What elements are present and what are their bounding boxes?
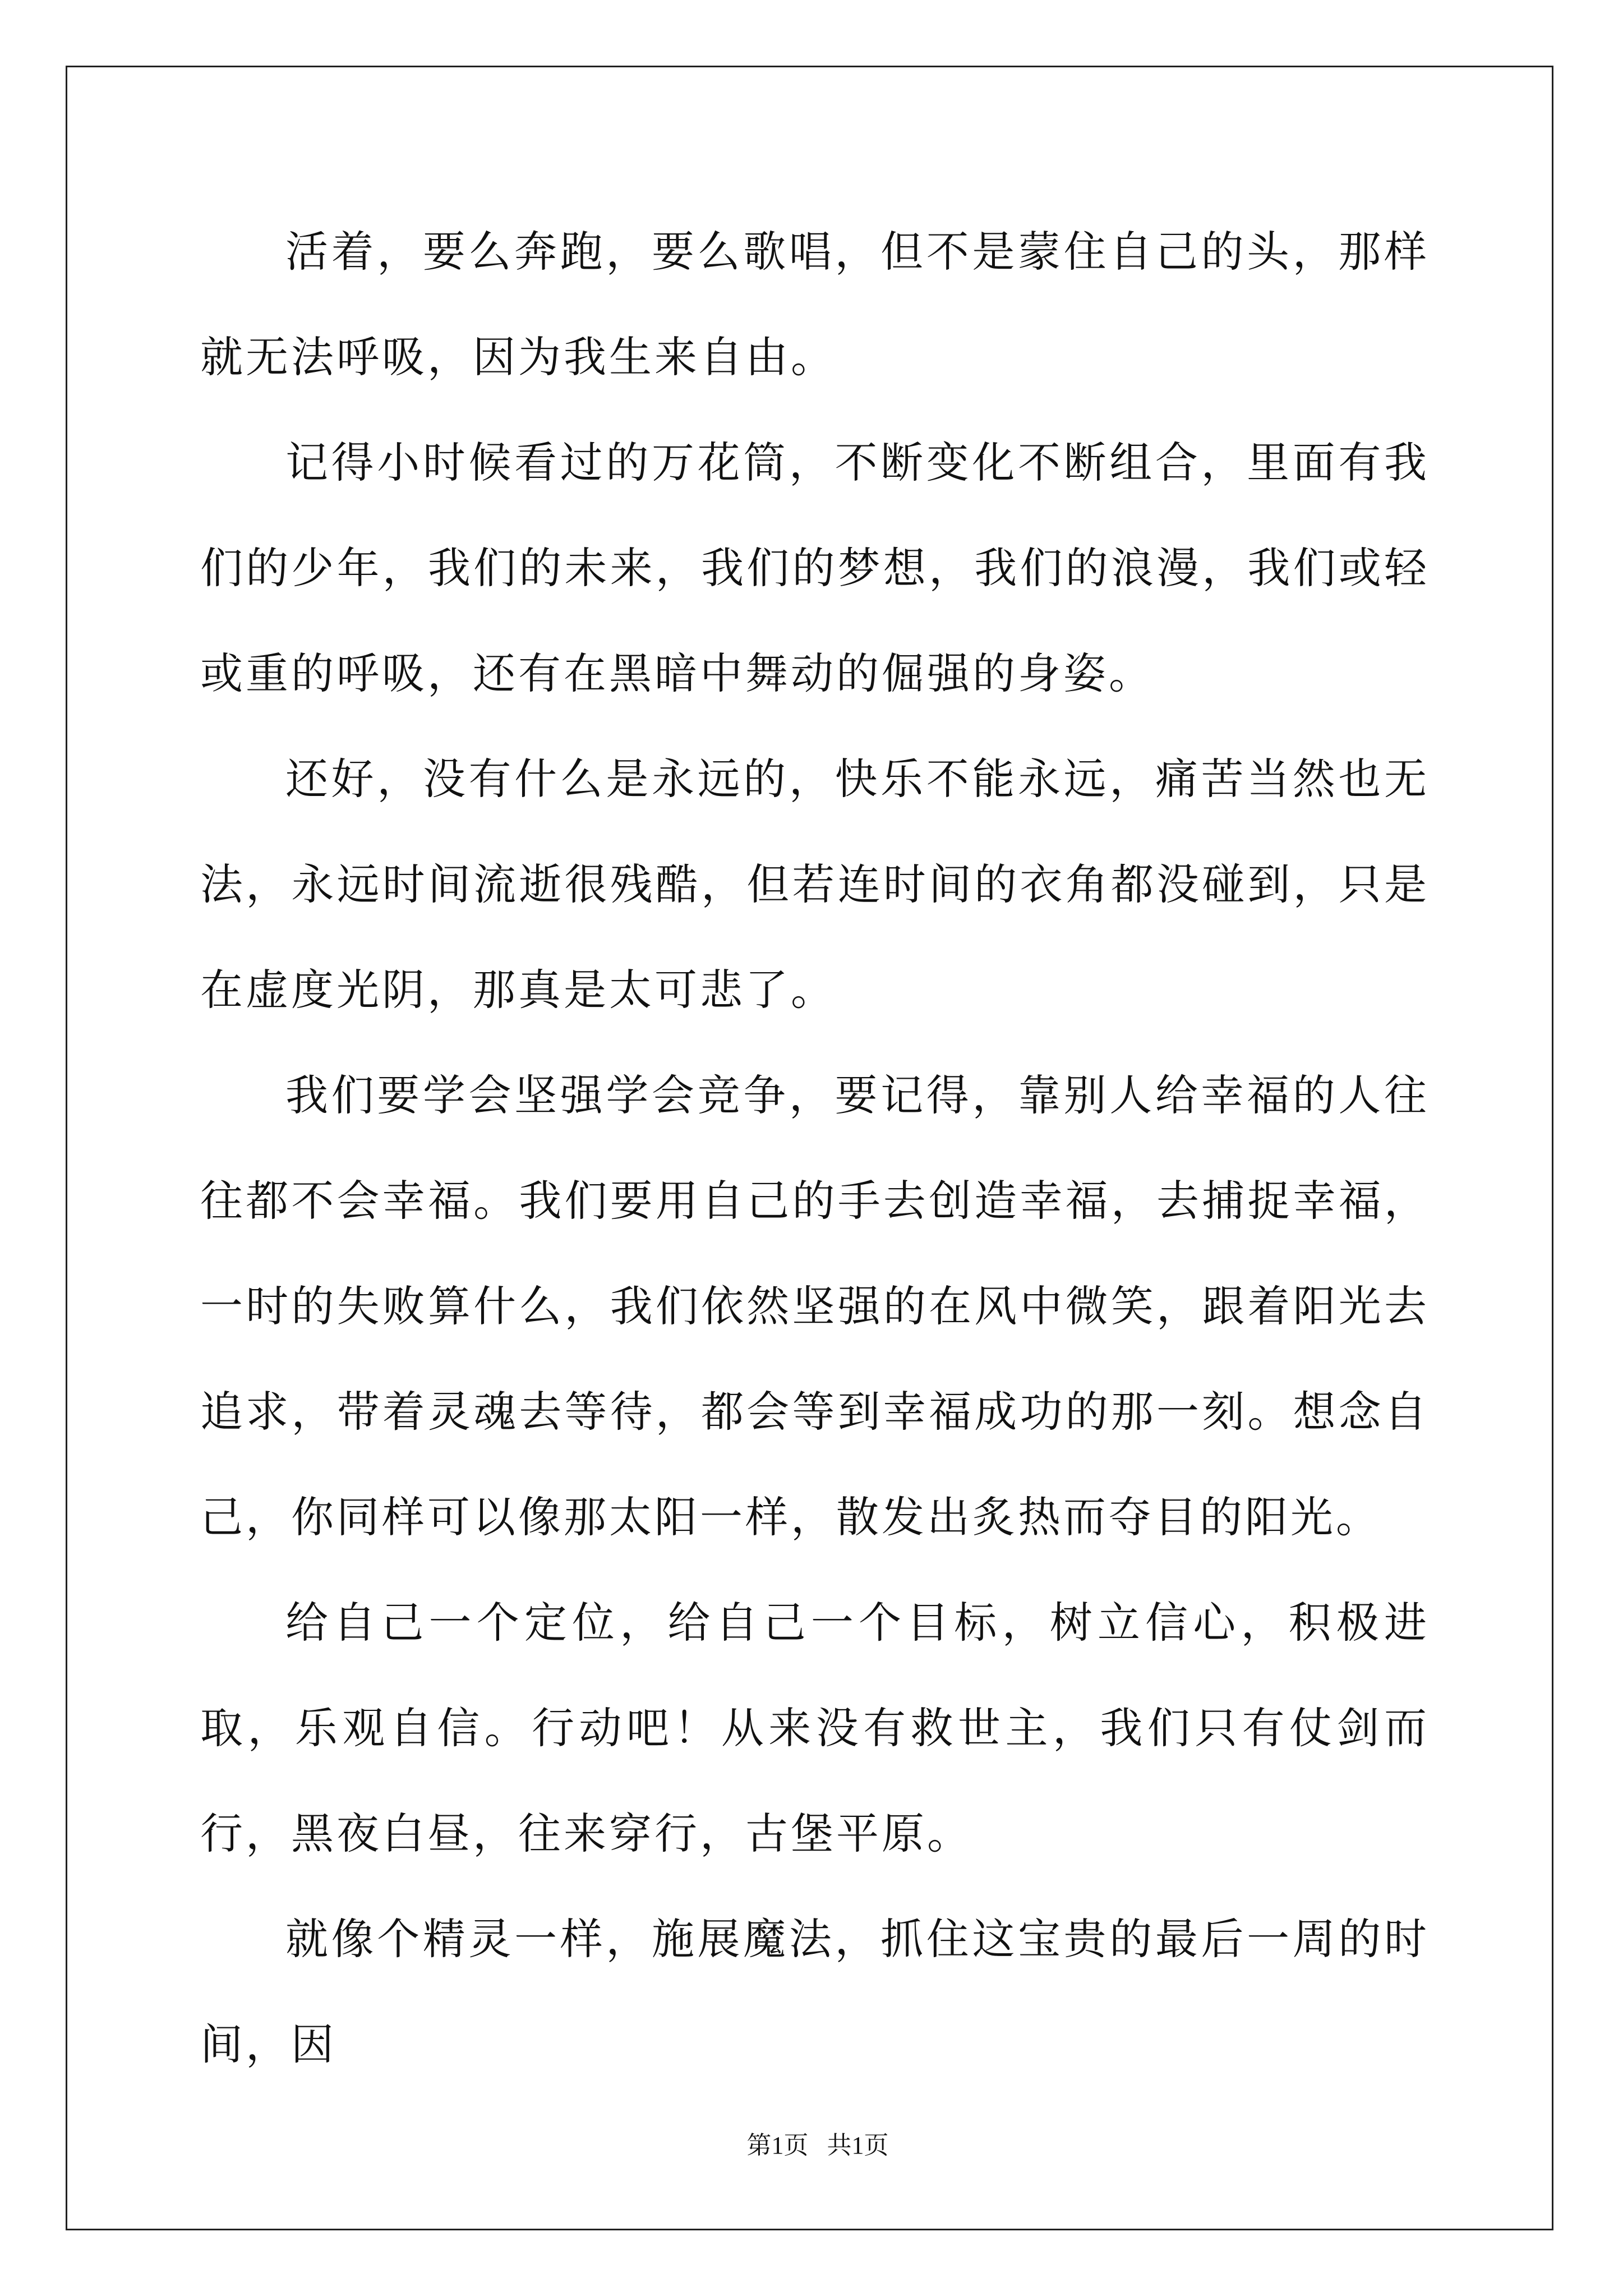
- page-footer: [0, 2095, 1623, 2162]
- paragraph: 还好，没有什么是永远的，快乐不能永远，痛苦当然也无法，永远时间流逝很残酷，但若连时间的衣角都没碰到，只是在虚度光阴，那真是太可悲了。: [200, 754, 1430, 1015]
- paragraph: 我们要学会坚强学会竞争，要记得，靠别人给幸福的人往往都不会幸福。我们要用自己的手去创造幸福，去捕捉幸福，一时的失败算什么，我们依然坚强的在风中微笑，跟着阳光去追求，带着灵魂去等待，都会等到幸福成功的那一刻。想念自己，你同样可以像那太阳一样，散发出炙热而夺目的阳光。: [200, 1070, 1430, 1542]
- paragraph: 就像个精灵一样，施展魔法，抓住这宝贵的最后一周的时间，因: [200, 1914, 1430, 2069]
- page-indicator: 第1页 共1页: [746, 2132, 889, 2159]
- document-body: [200, 199, 1430, 2097]
- paragraph: 活着，要么奔跑，要么歌唱，但不是蒙住自己的头，那样就无法呼吸，因为我生来自由。: [200, 227, 1430, 382]
- paragraph: 记得小时候看过的万花筒，不断变化不断组合，里面有我们的少年，我们的未来，我们的梦想，我们的浪漫，我们或轻或重的呼吸，还有在黑暗中舞动的倔强的身姿。: [200, 438, 1430, 698]
- paragraph: 给自己一个定位，给自己一个目标，树立信心，积极进取，乐观自信。行动吧！从来没有救世主，我们只有仗剑而行，黑夜白昼，往来穿行，古堡平原。: [200, 1598, 1430, 1858]
